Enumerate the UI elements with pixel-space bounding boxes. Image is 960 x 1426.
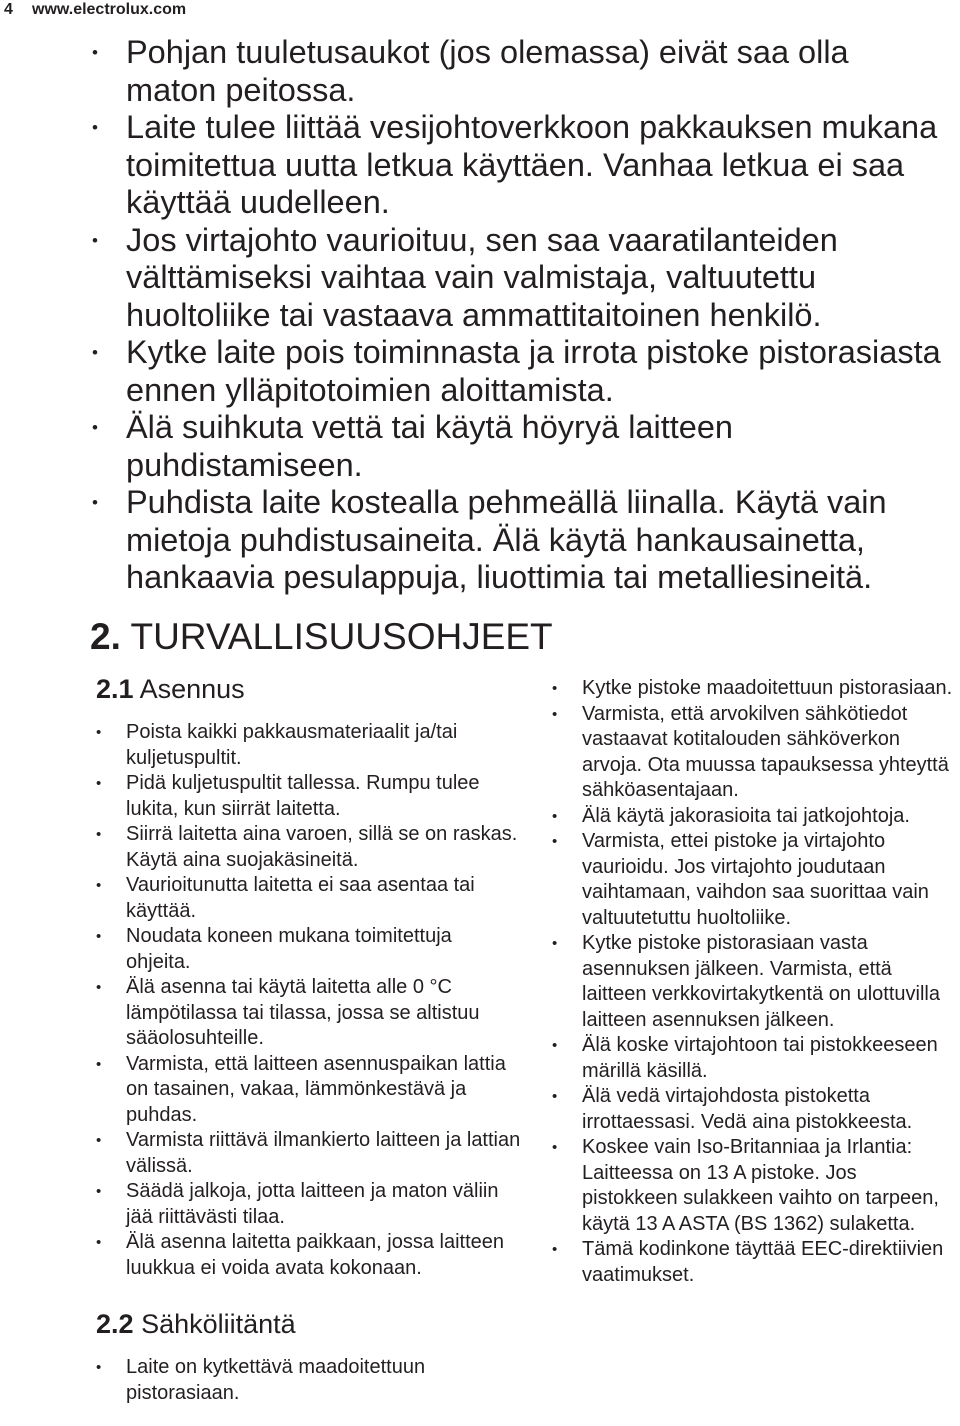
list-item: • Älä suihkuta vettä tai käytä höyryä laitteen puhdistamiseen. — [126, 409, 946, 484]
list-item: • Älä vedä virtajohdosta pistoketta irrottaessasi. Vedä aina pistokkeesta. — [582, 1084, 957, 1135]
website-url: www.electrolux.com — [32, 1, 187, 18]
page-header — [4, 0, 186, 22]
left-column — [96, 672, 521, 1406]
subsection-title: Asennus — [139, 674, 245, 704]
intro-bullet-list — [126, 34, 946, 597]
subsection-title: Sähköliitäntä — [141, 1309, 296, 1339]
subsection-number: 2.1 — [96, 674, 134, 704]
installation-bullet-list — [126, 720, 521, 1281]
right-column — [582, 676, 957, 1288]
list-item: • Kytke pistoke pistorasiaan vasta asennuksen jälkeen. Varmista, että laitteen verkkovirtakytkentä on ulottuvilla laitteen asennuksen jälkeen. — [582, 931, 957, 1033]
electrical-heading — [96, 1307, 521, 1341]
page-number: 4 — [4, 1, 13, 18]
subsection-number: 2.2 — [96, 1309, 134, 1339]
installation-heading — [96, 672, 521, 706]
list-item: • Noudata koneen mukana toimitettuja ohjeita. — [126, 924, 521, 975]
list-item: • Laite on kytkettävä maadoitettuun pistorasiaan. — [126, 1355, 521, 1406]
list-item: • Varmista, että laitteen asennuspaikan lattia on tasainen, vakaa, lämmönkestävä ja puhdas. — [126, 1052, 521, 1129]
list-item: • Siirrä laitetta aina varoen, sillä se on raskas. Käytä aina suojakäsineitä. — [126, 822, 521, 873]
electrical-bullet-list-left — [126, 1355, 521, 1406]
list-item: • Laite tulee liittää vesijohtoverkkoon pakkauksen mukana toimitettua uutta letkua käyttäen. Vanhaa letkua ei saa käyttää uudelleen. — [126, 109, 946, 222]
section-number: 2. — [90, 616, 121, 657]
list-item: • Älä asenna tai käytä laitetta alle 0 °C lämpötilassa tai tilassa, jossa se altistuu sääolosuhteille. — [126, 975, 521, 1052]
list-item: • Tämä kodinkone täyttää EEC-direktiivien vaatimukset. — [582, 1237, 957, 1288]
list-item: • Älä asenna laitetta paikkaan, jossa laitteen luukkua ei voida avata kokonaan. — [126, 1230, 521, 1281]
list-item: • Kytke pistoke maadoitettuun pistorasiaan. — [582, 676, 957, 702]
list-item: • Varmista, että arvokilven sähkötiedot vastaavat kotitalouden sähköverkon arvoja. Ota muussa tapauksessa yhteyttä sähköasentajaan. — [582, 702, 957, 804]
list-item: • Pidä kuljetuspultit tallessa. Rumpu tulee lukita, kun siirrät laitetta. — [126, 771, 521, 822]
list-item: • Varmista, ettei pistoke ja virtajohto vaurioidu. Jos virtajohto joudutaan vaihtamaan, vaihdon saa suorittaa vain valtuutetuttu huoltoliike. — [582, 829, 957, 931]
section-title: TURVALLISUUSOHJEET — [130, 616, 553, 657]
list-item: • Kytke laite pois toiminnasta ja irrota pistoke pistorasiasta ennen ylläpitotoimien aloittamista. — [126, 334, 946, 409]
list-item: • Säädä jalkoja, jotta laitteen ja maton väliin jää riittävästi tilaa. — [126, 1179, 521, 1230]
list-item: • Pohjan tuuletusaukot (jos olemassa) eivät saa olla maton peitossa. — [126, 34, 946, 109]
section-heading — [90, 616, 553, 658]
list-item: • Koskee vain Iso-Britanniaa ja Irlantia: Laitteessa on 13 A pistoke. Jos pistokkeen sulakkeen vaihto on tarpeen, käytä 13 A ASTA (BS 1362) sulaketta. — [582, 1135, 957, 1237]
list-item: • Puhdista laite kostealla pehmeällä liinalla. Käytä vain mietoja puhdistusaineita. Älä käytä hankausainetta, hankaavia pesulappuja, liuottimia tai metalliesineitä. — [126, 484, 946, 597]
list-item: • Poista kaikki pakkausmateriaalit ja/tai kuljetuspultit. — [126, 720, 521, 771]
list-item: • Vaurioitunutta laitetta ei saa asentaa tai käyttää. — [126, 873, 521, 924]
electrical-bullet-list-right — [582, 676, 957, 1288]
list-item: • Älä koske virtajohtoon tai pistokkeeseen märillä käsillä. — [582, 1033, 957, 1084]
list-item: • Varmista riittävä ilmankierto laitteen ja lattian välissä. — [126, 1128, 521, 1179]
list-item: • Jos virtajohto vaurioituu, sen saa vaaratilanteiden välttämiseksi vaihtaa vain valmistaja, valtuutettu huoltoliike tai vastaava ammattitaitoinen henkilö. — [126, 222, 946, 335]
list-item: • Älä käytä jakorasioita tai jatkojohtoja. — [582, 804, 957, 830]
